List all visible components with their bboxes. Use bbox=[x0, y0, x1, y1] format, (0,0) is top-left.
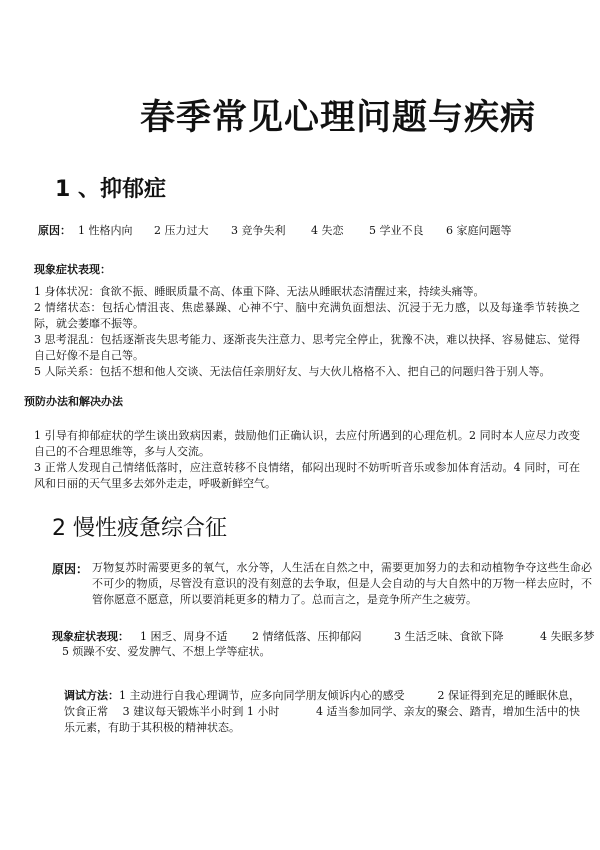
symptoms-list bbox=[34, 284, 580, 380]
cause-item: 6 家庭问题等 bbox=[446, 224, 512, 237]
fatigue-symptom-item: 5 烦躁不安、爱发脾气、不想上学等症状。 bbox=[62, 645, 271, 658]
fatigue-symptom-item: 4 失眠多梦 bbox=[540, 630, 595, 643]
cause-item: 2 压力过大 bbox=[154, 224, 209, 237]
cause-item: 5 学业不良 bbox=[369, 224, 424, 237]
fatigue-cause-block bbox=[52, 560, 592, 608]
symptom-item: 3 思考混乱：包括逐渐丧失思考能力、逐渐丧失注意力、思考完全停止，犹豫不决，难以抉择、容易健忘、觉得自己好像不是自己等。 bbox=[34, 333, 580, 362]
cause-label: 原因： bbox=[38, 224, 71, 237]
fatigue-cause-label: 原因： bbox=[52, 562, 89, 576]
symptom-item: 2 情绪状态：包括心情沮丧、焦虑暴躁、心神不宁、脑中充满负面想法、沉浸于无力感，以及每逢季节转换之际，就会萎靡不振等。 bbox=[34, 301, 580, 330]
prevention-label: 预防办法和解决办法 bbox=[24, 395, 123, 408]
prevention-list bbox=[34, 428, 580, 492]
fatigue-method-body: 1 主动进行自我心理调节，应多向同学朋友倾诉内心的感受 2 保证得到充足的睡眠休息，饮食正常 3 建议每天锻炼半小时到 1 小时 4 适当参加同学、亲友的聚会、踏青，增加生活中的快乐元素，有助于其积极的精神状态。 bbox=[64, 689, 580, 734]
fatigue-method-block bbox=[64, 688, 580, 736]
cause-item: 3 竞争失利 bbox=[231, 224, 286, 237]
cause-item: 1 性格内向 bbox=[78, 224, 133, 237]
fatigue-symptom-item: 3 生活乏味、食欲下降 bbox=[394, 630, 504, 643]
fatigue-symptoms-row bbox=[52, 628, 597, 644]
section-heading-fatigue: 2 慢性疲惫综合征 bbox=[52, 516, 227, 541]
fatigue-symptoms-label: 现象症状表现： bbox=[52, 630, 129, 643]
fatigue-method-label: 调试方法： bbox=[64, 689, 119, 702]
cause-item: 4 失恋 bbox=[311, 224, 344, 237]
prevention-item: 1 引导有抑郁症状的学生谈出致病因素，鼓励他们正确认识，去应付所遇到的心理危机。2 同时本人应尽力改变自己的不合理思维等，多与人交流。 bbox=[34, 429, 580, 458]
prevention-item: 3 正常人发现自己情绪低落时，应注意转移不良情绪，郁闷出现时不妨听听音乐或参加体育活动。4 同时，可在风和日丽的天气里多去郊外走走，呼吸新鲜空气。 bbox=[34, 461, 580, 490]
causes-row bbox=[38, 222, 578, 238]
section-heading-depression: 1 、抑郁症 bbox=[55, 177, 166, 202]
symptoms-label: 现象症状表现： bbox=[34, 263, 111, 276]
symptom-item: 1 身体状况：食欲不振、睡眠质量不高、体重下降、无法从睡眠状态清醒过来，持续头痛等。 bbox=[34, 285, 485, 298]
fatigue-symptom-item: 1 困乏、周身不适 bbox=[140, 630, 228, 643]
fatigue-symptom-item: 2 情绪低落、压抑郁闷 bbox=[252, 630, 362, 643]
fatigue-cause-text: 万物复苏时需要更多的氧气，水分等，人生活在自然之中，需要更加努力的去和动植物争夺这些生命必不可少的物质，尽管没有意识的没有刻意的去争取，但是人会自动的与大自然中的万物一样去应时，不管你愿意不愿意，所以要消耗更多的精力了。总而言之，是竞争所产生之疲劳。 bbox=[92, 561, 592, 606]
fatigue-method-text bbox=[64, 688, 580, 736]
page-title: 春季常见心理问题与疾病 bbox=[140, 98, 537, 138]
symptom-item: 5 人际关系：包括不想和他人交谈、无法信任亲朋好友、与大伙儿格格不入、把自己的问题归咎于别人等。 bbox=[34, 365, 551, 378]
